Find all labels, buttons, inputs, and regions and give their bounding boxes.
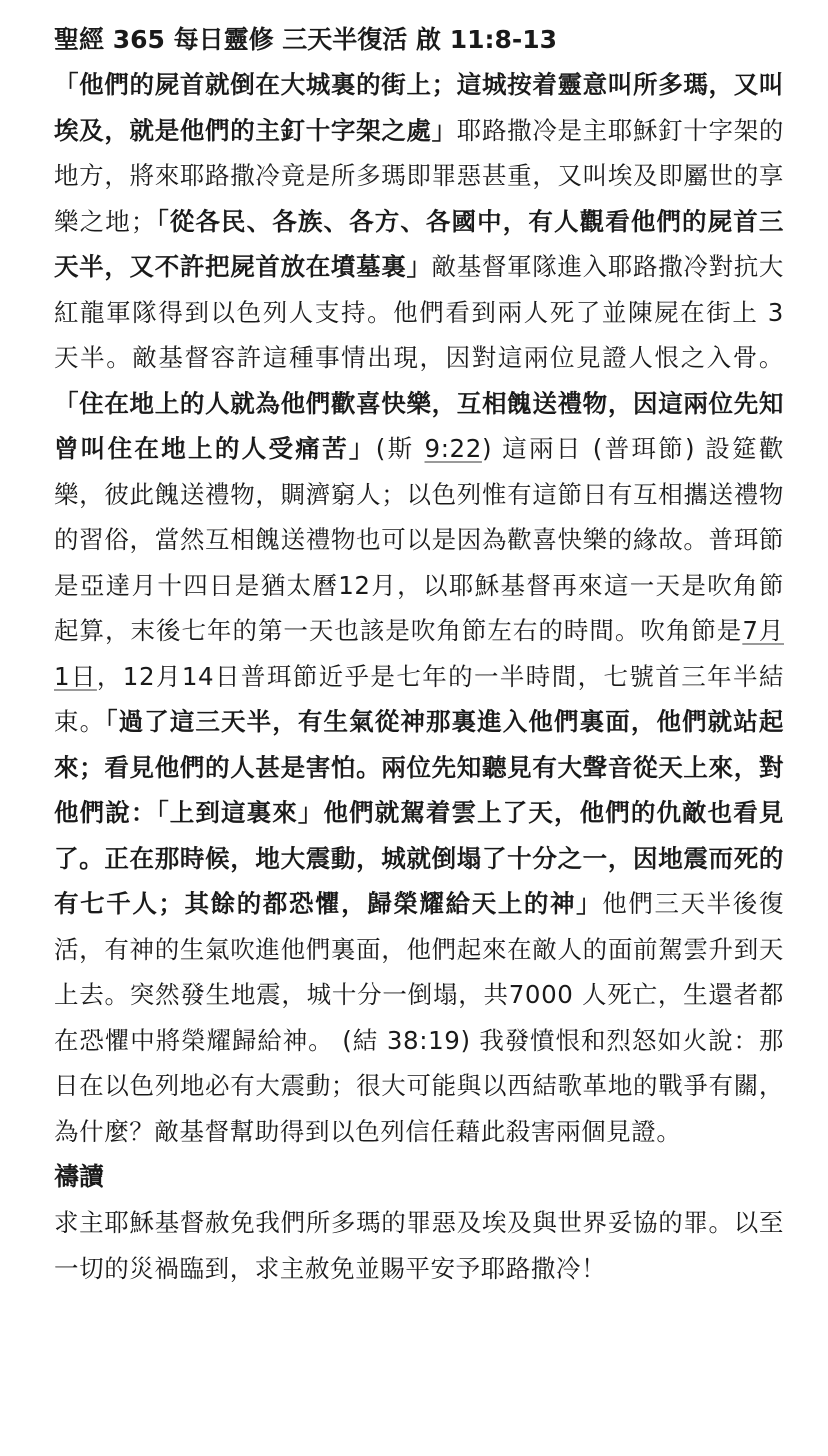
commentary-2: 敵基督軍隊進入耶路撒冷對抗大紅龍軍隊得到以色列人支持。他們看到兩人死了並陳屍在街上 3 天半。敵基督容許這種事情出現，因對這兩位見證人恨之入骨。	[54, 252, 784, 372]
commentary-3c: ，12月14日普珥節近乎是七年的一半時間，七號首三年半結束。	[54, 661, 784, 736]
devotional-body	[54, 62, 784, 1154]
scripture-quote-2: 「從各民、各族、各方、各國中，有人觀看他們的屍首三天半，又不許把屍首放在墳墓裏」	[54, 206, 784, 281]
page-title: 聖經 365 每日靈修 三天半復活 啟 11:8-13	[54, 25, 558, 54]
commentary-1: 耶路撒冷是主耶穌釘十字架的地方，將來耶路撒冷竟是所多瑪即罪惡甚重，又叫埃及即屬世的享樂之地；	[54, 115, 784, 236]
date-link[interactable]: 7月1日	[54, 616, 784, 691]
prayer-text: 求主耶穌基督赦免我們所多瑪的罪惡及埃及與世界妥協的罪。以至一切的災禍臨到，求主赦免並賜平安予耶路撒冷！	[54, 1208, 784, 1283]
scripture-quote-3: 「住在地上的人就為他們歡喜快樂，互相餽送禮物，因這兩位先知曾叫住在地上的人受痛苦」	[54, 388, 784, 463]
commentary-4: 他們三天半後復活，有神的生氣吹進他們裏面，他們起來在敵人的面前駕雲升到天上去。突然發生地震，城十分一倒塌，共7000 人死亡，生還者都在恐懼中將榮耀歸給神。 (結 38:19) 我發憤恨和烈怒如火說：那日在以色列地必有大震動；很大可能與以西結歌革地的戰爭有關，為什麼？敵基督幫助得到以色列信任藉此殺害兩個見證。	[54, 889, 784, 1146]
verse-reference-link[interactable]: 9:22	[424, 434, 482, 463]
commentary-3a: (斯	[375, 434, 425, 463]
scripture-quote-1: 「他們的屍首就倒在大城裏的街上；這城按着靈意叫所多瑪，又叫埃及，就是他們的主釘十字架之處」	[54, 70, 784, 145]
prayer-heading: 禱讀	[54, 1162, 105, 1191]
scripture-quote-4: 「過了這三天半，有生氣從神那裏進入他們裏面，他們就站起來；看見他們的人甚是害怕。兩位先知聽見有大聲音從天上來，對他們說：「上到這裏來」他們就駕着雲上了天，他們的仇敵也看見了。正在那時候，地大震動，城就倒塌了十分之一，因地震而死的有七千人；其餘的都恐懼，歸榮耀給天上的神」	[54, 707, 785, 918]
commentary-3b: ) 這兩日 (普珥節) 設筵歡樂，彼此餽送禮物，賙濟窮人；以色列惟有這節日有互相攜送禮物的習俗，當然互相餽送禮物也可以是因為歡喜快樂的緣故。普珥節是亞達月十四日是猶太曆12月，以耶穌基督再來這一天是吹角節起算，末後七年的第一天也該是吹角節左右的時間。吹角節是	[54, 434, 784, 645]
